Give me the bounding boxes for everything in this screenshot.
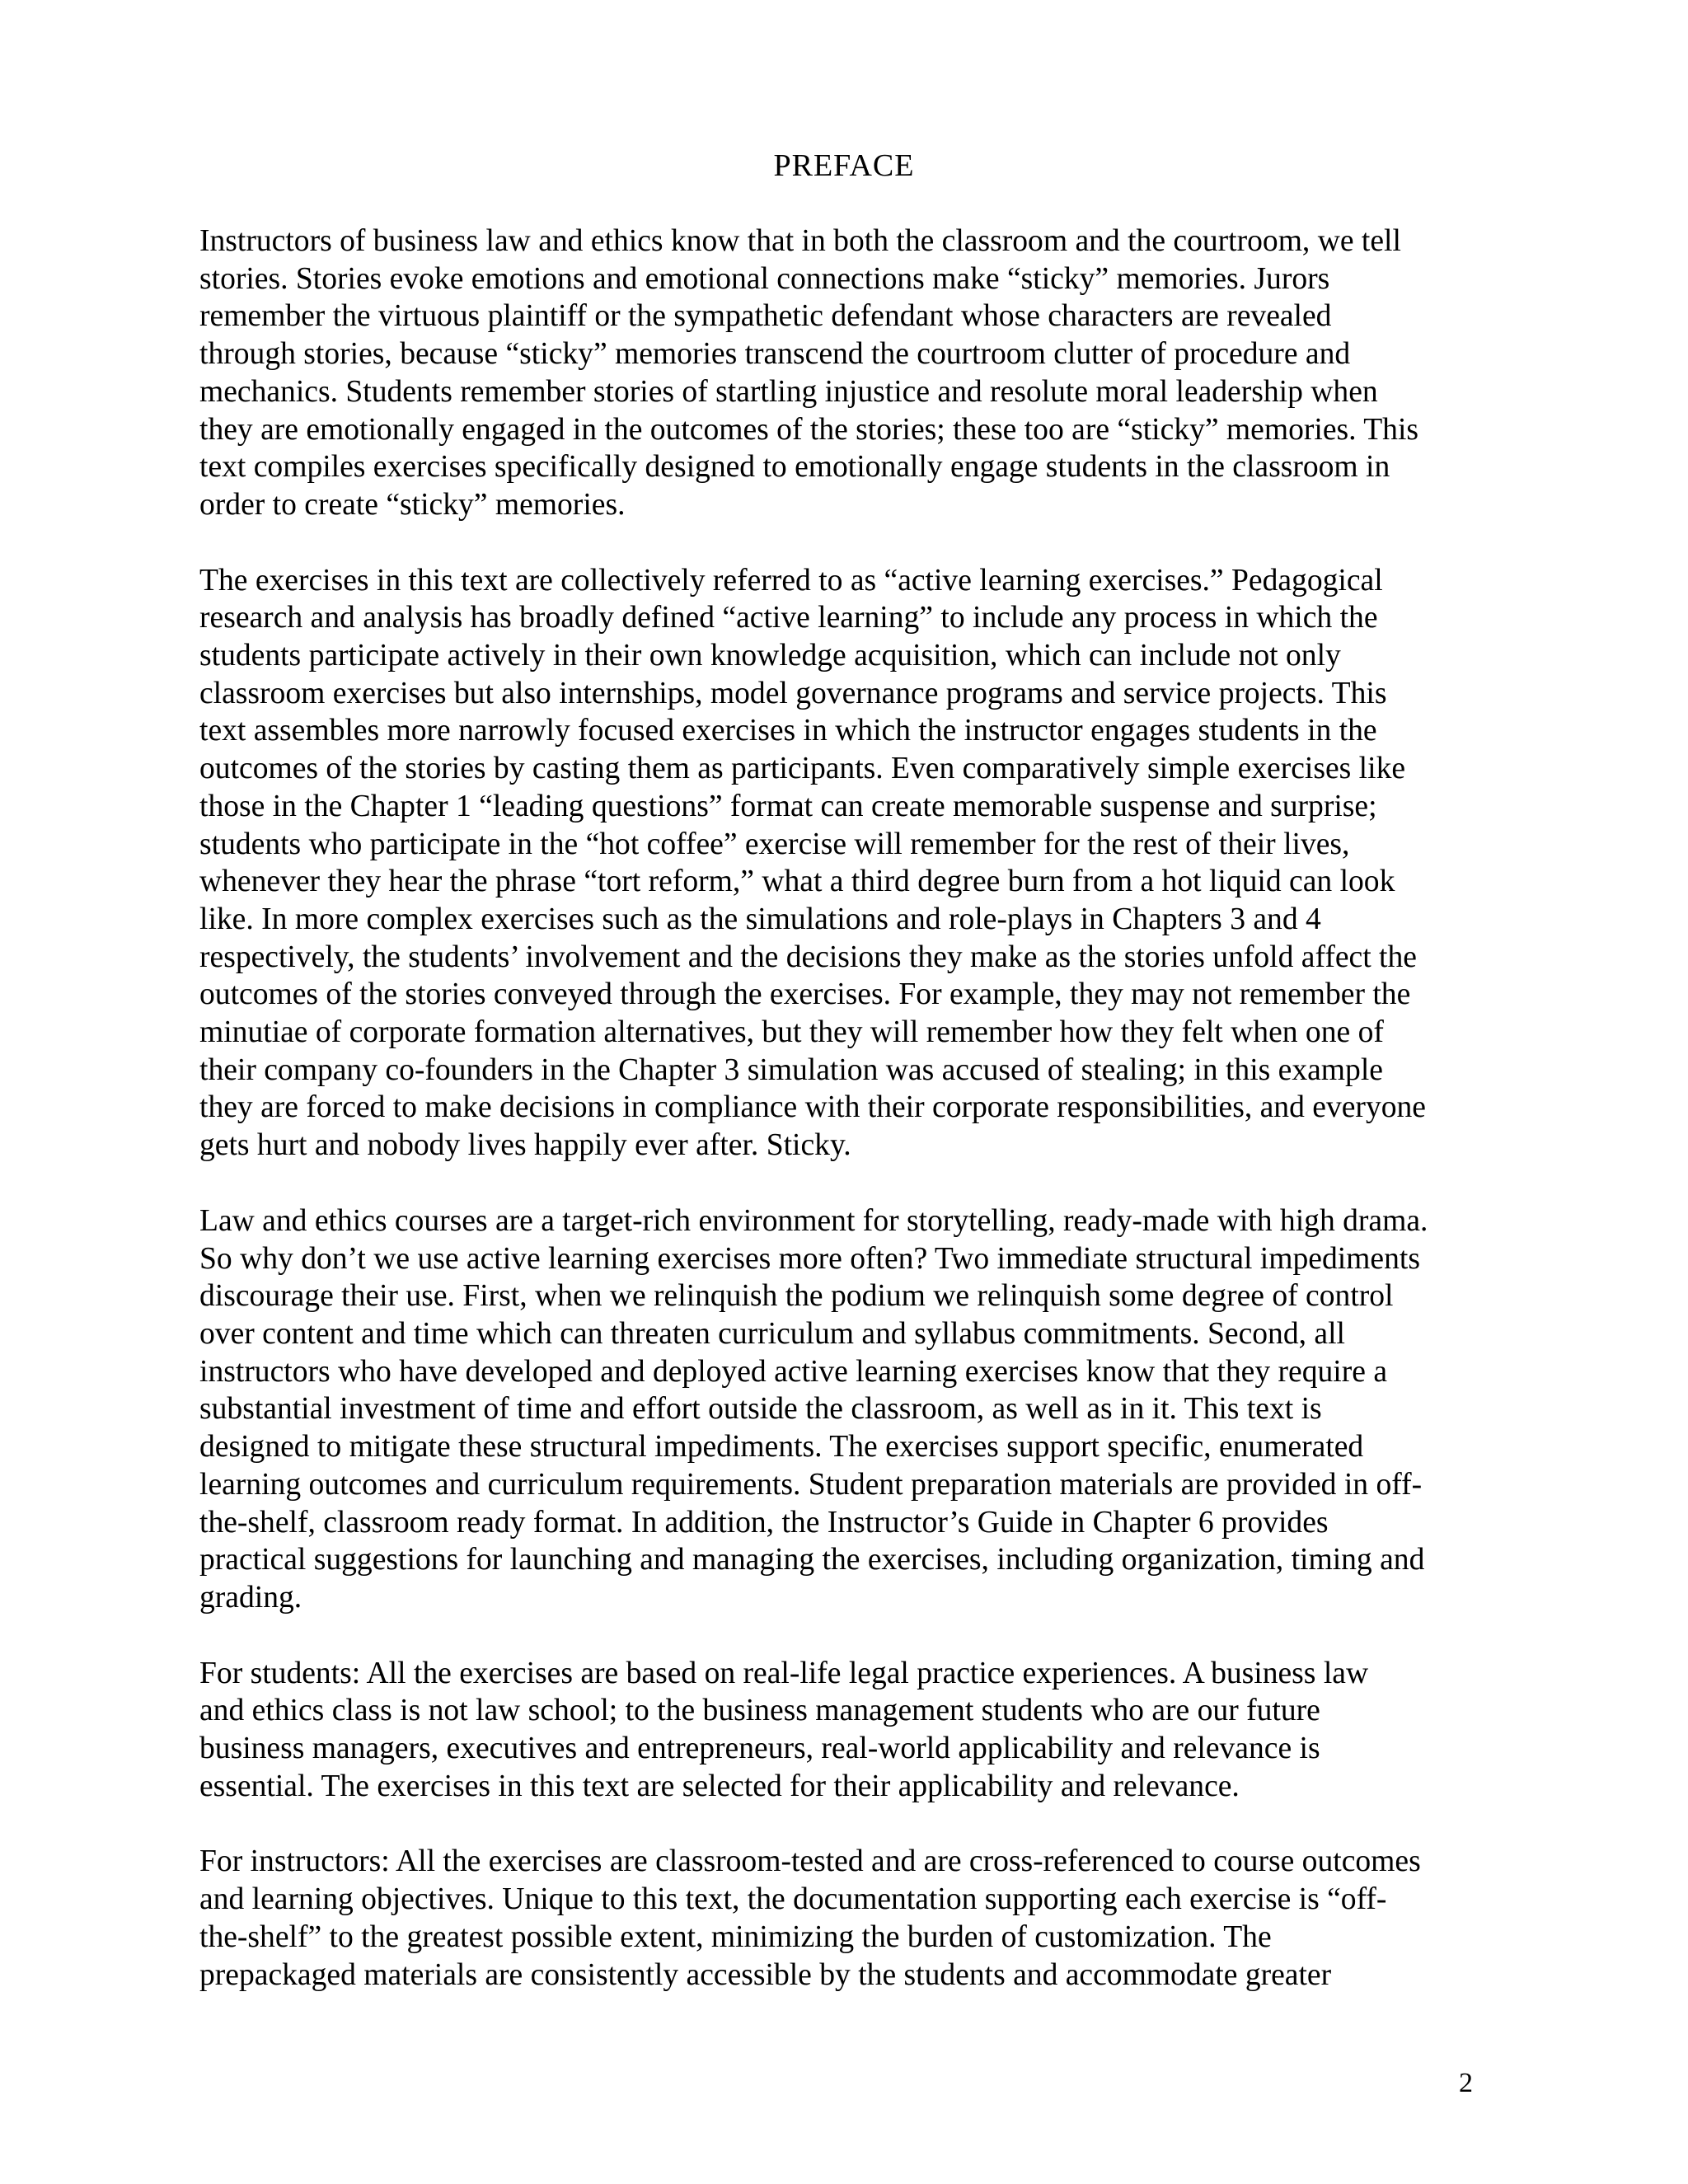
text-line: the-shelf” to the greatest possible extent, minimizing the burden of customization. The [199,1919,1272,1954]
text-line: Law and ethics courses are a target-rich environment for storytelling, ready-made with high drama. [199,1203,1428,1238]
text-line: their company co-founders in the Chapter 3 simulation was accused of stealing; in this example [199,1052,1383,1087]
text-line: order to create “sticky” memories. [199,487,626,522]
text-line: The exercises in this text are collectively referred to as “active learning exercises.” Pedagogical [199,563,1383,598]
text-line: instructors who have developed and deployed active learning exercises know that they require a [199,1354,1388,1389]
preface-body [199,223,1485,2032]
page-title: PREFACE [773,148,915,183]
text-line: over content and time which can threaten curriculum and syllabus commitments. Second, all [199,1316,1345,1351]
text-line: substantial investment of time and effort outside the classroom, as well as in it. This text is [199,1392,1322,1427]
text-line: students participate actively in their own knowledge acquisition, which can include not only [199,639,1341,673]
paragraph-3 [199,1202,1485,1617]
text-line: like. In more complex exercises such as the simulations and role-plays in Chapters 3 and 4 [199,902,1321,936]
text-line: outcomes of the stories by casting them as participants. Even comparatively simple exercises like [199,752,1406,786]
paragraph-4 [199,1655,1485,1806]
text-line: stories. Stories evoke emotions and emotional connections make “sticky” memories. Jurors [199,261,1330,296]
text-line: text assembles more narrowly focused exercises in which the instructor engages students in the [199,714,1377,748]
text-line: and learning objectives. Unique to this text, the documentation supporting each exercise is “off- [199,1882,1387,1917]
text-line: designed to mitigate these structural impediments. The exercises support specific, enumerated [199,1430,1364,1465]
text-line: remember the virtuous plaintiff or the sympathetic defendant whose characters are revealed [199,299,1332,334]
text-line: essential. The exercises in this text are selected for their applicability and relevance. [199,1769,1240,1803]
text-line: text compiles exercises specifically designed to emotionally engage students in the classroom in [199,450,1390,485]
text-line: students who participate in the “hot coffee” exercise will remember for the rest of their lives, [199,827,1350,861]
page-number: 2 [1459,2068,1473,2098]
text-line: prepackaged materials are consistently accessible by the students and accommodate greater [199,1957,1332,1992]
text-line: the-shelf, classroom ready format. In addition, the Instructor’s Guide in Chapter 6 provides [199,1505,1329,1540]
text-line: they are forced to make decisions in compliance with their corporate responsibilities, and everyone [199,1090,1426,1125]
text-line: grading. [199,1580,302,1615]
paragraph-5 [199,1843,1485,1994]
text-line: outcomes of the stories conveyed through the exercises. For example, they may not remember the [199,977,1411,1012]
text-line: they are emotionally engaged in the outcomes of the stories; these too are “sticky” memories. This [199,412,1419,447]
text-line: those in the Chapter 1 “leading questions” format can create memorable suspense and surprise; [199,789,1377,823]
text-line: mechanics. Students remember stories of startling injustice and resolute moral leadership when [199,374,1378,409]
text-line: For instructors: All the exercises are classroom-tested and are cross-referenced to course outcomes [199,1844,1421,1879]
paragraph-2 [199,562,1485,1165]
text-line: respectively, the students’ involvement and the decisions they make as the stories unfold affect the [199,940,1417,974]
text-line: practical suggestions for launching and managing the exercises, including organization, timing and [199,1543,1425,1577]
text-line: gets hurt and nobody lives happily ever after. Sticky. [199,1128,851,1163]
text-line: Instructors of business law and ethics know that in both the classroom and the courtroom, we tell [199,224,1401,258]
text-line: For students: All the exercises are based on real-life legal practice experiences. A business law [199,1656,1369,1690]
text-line: classroom exercises but also internships, model governance programs and service projects. This [199,676,1387,710]
text-line: learning outcomes and curriculum requirements. Student preparation materials are provided in off- [199,1467,1423,1502]
text-line: through stories, because “sticky” memories transcend the courtroom clutter of procedure and [199,337,1351,372]
paragraph-1 [199,223,1485,524]
text-line: research and analysis has broadly defined “active learning” to include any process in which the [199,601,1378,635]
text-line: and ethics class is not law school; to the business management students who are our future [199,1694,1320,1728]
text-line: discourage their use. First, when we relinquish the podium we relinquish some degree of control [199,1279,1394,1314]
text-line: whenever they hear the phrase “tort reform,” what a third degree burn from a hot liquid can look [199,865,1395,899]
text-line: business managers, executives and entrepreneurs, real-world applicability and relevance is [199,1732,1320,1766]
text-line: So why don’t we use active learning exercises more often? Two immediate structural impediments [199,1241,1420,1276]
text-line: minutiae of corporate formation alternatives, but they will remember how they felt when one of [199,1015,1384,1050]
